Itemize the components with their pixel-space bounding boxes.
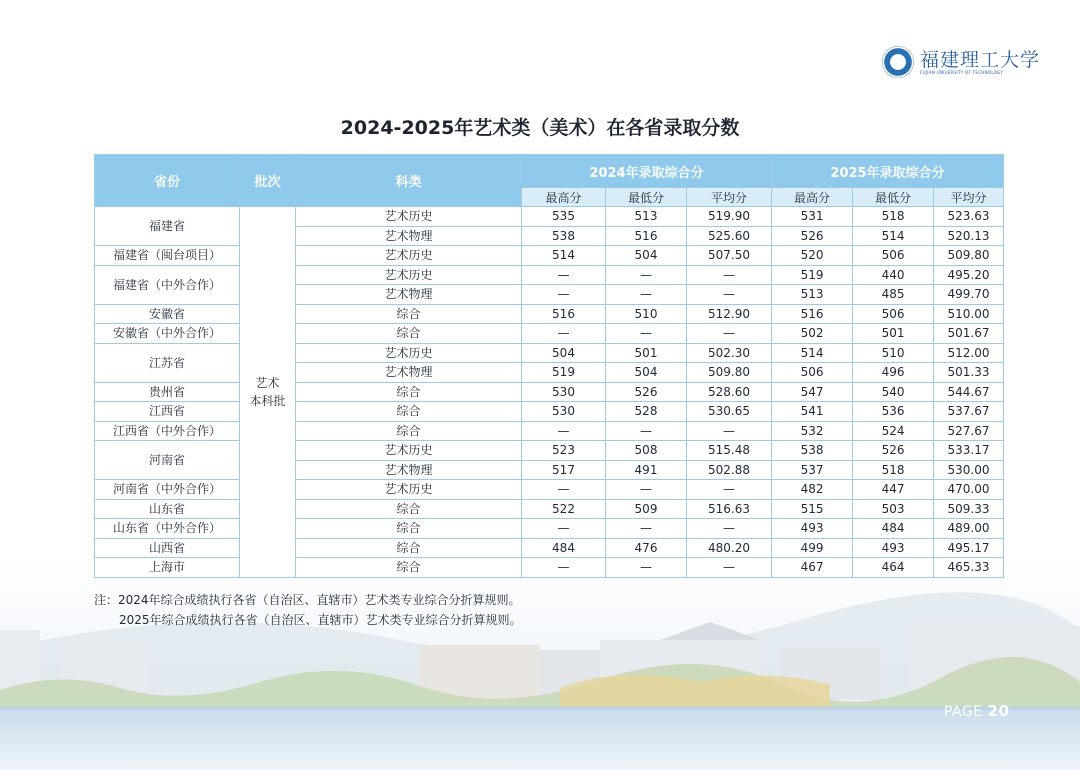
score-cell: 464 bbox=[853, 558, 934, 578]
page-title: 2024-2025年艺术类（美术）在各省录取分数 bbox=[340, 117, 740, 139]
score-cell: 516 bbox=[772, 304, 853, 324]
score-cell: 502.88 bbox=[687, 460, 772, 480]
score-cell: 484 bbox=[853, 519, 934, 539]
score-cell: 480.20 bbox=[687, 538, 772, 558]
score-cell: 506 bbox=[853, 304, 934, 324]
score-cell: 440 bbox=[853, 265, 934, 285]
footnotes bbox=[94, 591, 522, 630]
province-cell: 上海市 bbox=[95, 558, 240, 578]
score-cell: 513 bbox=[606, 207, 687, 227]
score-cell: 530.00 bbox=[934, 460, 1004, 480]
subject-cell: 综合 bbox=[296, 382, 522, 402]
score-cell: 518 bbox=[853, 460, 934, 480]
province-cell: 福建省（中外合作） bbox=[95, 265, 240, 304]
score-cell: 537 bbox=[772, 460, 853, 480]
header-province: 省份 bbox=[95, 155, 240, 207]
footnote-line: 2025年综合成绩执行各省（自治区、直辖市）艺术类专业综合分折算规则。 bbox=[119, 612, 522, 627]
score-cell: — bbox=[606, 285, 687, 305]
score-cell: 515 bbox=[772, 499, 853, 519]
university-name: 福建理工大学 bbox=[920, 48, 1041, 71]
province-cell: 安徽省（中外合作） bbox=[95, 324, 240, 344]
score-cell: 506 bbox=[772, 363, 853, 383]
university-emblem-icon bbox=[882, 46, 914, 78]
score-cell: 532 bbox=[772, 421, 853, 441]
score-cell: 519 bbox=[522, 363, 606, 383]
table-row bbox=[95, 558, 1004, 578]
province-cell: 河南省 bbox=[95, 441, 240, 480]
batch-line-1: 艺术 bbox=[255, 375, 280, 390]
score-cell: 501.33 bbox=[934, 363, 1004, 383]
score-cell: 495.17 bbox=[934, 538, 1004, 558]
score-cell: — bbox=[606, 480, 687, 500]
table-row bbox=[95, 343, 1004, 363]
score-cell: 517 bbox=[522, 460, 606, 480]
score-cell: 512.90 bbox=[687, 304, 772, 324]
score-cell: 465.33 bbox=[934, 558, 1004, 578]
subject-cell: 综合 bbox=[296, 324, 522, 344]
score-cell: 537.67 bbox=[934, 402, 1004, 422]
score-cell: 522 bbox=[522, 499, 606, 519]
subject-cell: 艺术物理 bbox=[296, 460, 522, 480]
table-row bbox=[95, 402, 1004, 422]
score-cell: — bbox=[687, 480, 772, 500]
score-cell: 528 bbox=[606, 402, 687, 422]
subheader-2025-min: 最低分 bbox=[853, 188, 934, 207]
score-cell: 501 bbox=[853, 324, 934, 344]
admission-scores-table bbox=[94, 154, 1004, 578]
province-cell: 山东省 bbox=[95, 499, 240, 519]
score-cell: 502 bbox=[772, 324, 853, 344]
header-batch: 批次 bbox=[240, 155, 296, 207]
score-cell: 509.80 bbox=[934, 246, 1004, 266]
province-cell: 江西省（中外合作） bbox=[95, 421, 240, 441]
score-cell: 526 bbox=[853, 441, 934, 461]
table-row bbox=[95, 480, 1004, 500]
subheader-2025-avg: 平均分 bbox=[934, 188, 1004, 207]
subject-cell: 综合 bbox=[296, 304, 522, 324]
score-cell: 503 bbox=[853, 499, 934, 519]
table-row bbox=[95, 207, 1004, 227]
score-cell: — bbox=[522, 558, 606, 578]
score-cell: 514 bbox=[522, 246, 606, 266]
score-cell: — bbox=[522, 519, 606, 539]
table-row bbox=[95, 382, 1004, 402]
score-cell: 538 bbox=[772, 441, 853, 461]
batch-cell bbox=[240, 207, 296, 578]
score-cell: 514 bbox=[853, 226, 934, 246]
scores-table-container bbox=[94, 154, 1003, 578]
score-cell: 516 bbox=[606, 226, 687, 246]
subject-cell: 综合 bbox=[296, 558, 522, 578]
score-cell: 531 bbox=[772, 207, 853, 227]
score-cell: 514 bbox=[772, 343, 853, 363]
score-cell: — bbox=[522, 421, 606, 441]
score-cell: — bbox=[606, 519, 687, 539]
score-cell: — bbox=[687, 558, 772, 578]
score-cell: 510 bbox=[606, 304, 687, 324]
province-cell: 安徽省 bbox=[95, 304, 240, 324]
subject-cell: 艺术历史 bbox=[296, 207, 522, 227]
table-row bbox=[95, 441, 1004, 461]
score-cell: 493 bbox=[772, 519, 853, 539]
score-cell: 526 bbox=[772, 226, 853, 246]
subject-cell: 综合 bbox=[296, 499, 522, 519]
score-cell: — bbox=[606, 324, 687, 344]
page-number-value: 20 bbox=[987, 702, 1010, 720]
score-cell: 499 bbox=[772, 538, 853, 558]
score-cell: 510.00 bbox=[934, 304, 1004, 324]
score-cell: 510 bbox=[853, 343, 934, 363]
subheader-2024-min: 最低分 bbox=[606, 188, 687, 207]
table-row bbox=[95, 304, 1004, 324]
score-cell: 504 bbox=[606, 246, 687, 266]
score-cell: 528.60 bbox=[687, 382, 772, 402]
score-cell: 520 bbox=[772, 246, 853, 266]
subject-cell: 艺术物理 bbox=[296, 226, 522, 246]
score-cell: 513 bbox=[772, 285, 853, 305]
score-cell: 516 bbox=[522, 304, 606, 324]
score-cell: 525.60 bbox=[687, 226, 772, 246]
score-cell: — bbox=[687, 265, 772, 285]
score-cell: 540 bbox=[853, 382, 934, 402]
score-cell: 485 bbox=[853, 285, 934, 305]
score-cell: 518 bbox=[853, 207, 934, 227]
province-cell: 江西省 bbox=[95, 402, 240, 422]
score-cell: 523.63 bbox=[934, 207, 1004, 227]
score-cell: 502.30 bbox=[687, 343, 772, 363]
score-cell: 538 bbox=[522, 226, 606, 246]
score-cell: 519 bbox=[772, 265, 853, 285]
score-cell: 499.70 bbox=[934, 285, 1004, 305]
score-cell: 467 bbox=[772, 558, 853, 578]
score-cell: 541 bbox=[772, 402, 853, 422]
subject-cell: 艺术历史 bbox=[296, 480, 522, 500]
score-cell: 527.67 bbox=[934, 421, 1004, 441]
score-cell: 504 bbox=[606, 363, 687, 383]
score-cell: — bbox=[687, 324, 772, 344]
subheader-2024-avg: 平均分 bbox=[687, 188, 772, 207]
score-cell: — bbox=[522, 480, 606, 500]
province-cell: 江苏省 bbox=[95, 343, 240, 382]
subject-cell: 艺术历史 bbox=[296, 441, 522, 461]
score-cell: 544.67 bbox=[934, 382, 1004, 402]
score-cell: 515.48 bbox=[687, 441, 772, 461]
province-cell: 福建省（闽台项目） bbox=[95, 246, 240, 266]
score-cell: 520.13 bbox=[934, 226, 1004, 246]
subject-cell: 综合 bbox=[296, 538, 522, 558]
university-english-name: FUJIAN UNIVERSITY OF TECHNOLOGY bbox=[920, 69, 1004, 75]
province-cell: 山东省（中外合作） bbox=[95, 519, 240, 539]
header-2024-score: 2024年录取综合分 bbox=[522, 155, 772, 188]
subject-cell: 艺术物理 bbox=[296, 363, 522, 383]
score-cell: 484 bbox=[522, 538, 606, 558]
score-cell: 496 bbox=[853, 363, 934, 383]
subject-cell: 综合 bbox=[296, 402, 522, 422]
score-cell: 530 bbox=[522, 402, 606, 422]
score-cell: — bbox=[687, 285, 772, 305]
score-cell: 509.33 bbox=[934, 499, 1004, 519]
table-row bbox=[95, 324, 1004, 344]
header-2025-score: 2025年录取综合分 bbox=[772, 155, 1004, 188]
score-cell: 547 bbox=[772, 382, 853, 402]
score-cell: 489.00 bbox=[934, 519, 1004, 539]
subject-cell: 艺术物理 bbox=[296, 285, 522, 305]
subheader-2025-max: 最高分 bbox=[772, 188, 853, 207]
score-cell: 482 bbox=[772, 480, 853, 500]
subject-cell: 艺术历史 bbox=[296, 246, 522, 266]
score-cell: 509 bbox=[606, 499, 687, 519]
university-logo bbox=[882, 46, 1040, 78]
score-cell: 506 bbox=[853, 246, 934, 266]
score-cell: 530 bbox=[522, 382, 606, 402]
subheader-2024-max: 最高分 bbox=[522, 188, 606, 207]
score-cell: — bbox=[606, 265, 687, 285]
table-row bbox=[95, 538, 1004, 558]
score-cell: 507.50 bbox=[687, 246, 772, 266]
score-cell: — bbox=[606, 558, 687, 578]
score-cell: 523 bbox=[522, 441, 606, 461]
province-cell: 福建省 bbox=[95, 207, 240, 246]
header-subject: 科类 bbox=[296, 155, 522, 207]
score-cell: — bbox=[522, 324, 606, 344]
score-cell: 512.00 bbox=[934, 343, 1004, 363]
score-cell: 501 bbox=[606, 343, 687, 363]
score-cell: 493 bbox=[853, 538, 934, 558]
page-number bbox=[944, 702, 1009, 720]
score-cell: 491 bbox=[606, 460, 687, 480]
score-cell: 476 bbox=[606, 538, 687, 558]
score-cell: 508 bbox=[606, 441, 687, 461]
score-cell: — bbox=[522, 285, 606, 305]
subject-cell: 艺术历史 bbox=[296, 265, 522, 285]
subject-cell: 艺术历史 bbox=[296, 343, 522, 363]
table-row bbox=[95, 499, 1004, 519]
score-cell: 526 bbox=[606, 382, 687, 402]
province-cell: 河南省（中外合作） bbox=[95, 480, 240, 500]
score-cell: 470.00 bbox=[934, 480, 1004, 500]
score-cell: 495.20 bbox=[934, 265, 1004, 285]
score-cell: 516.63 bbox=[687, 499, 772, 519]
score-cell: — bbox=[522, 265, 606, 285]
score-cell: 501.67 bbox=[934, 324, 1004, 344]
province-cell: 山西省 bbox=[95, 538, 240, 558]
score-cell: 530.65 bbox=[687, 402, 772, 422]
score-cell: — bbox=[687, 421, 772, 441]
score-cell: 533.17 bbox=[934, 441, 1004, 461]
score-cell: — bbox=[687, 519, 772, 539]
province-cell: 贵州省 bbox=[95, 382, 240, 402]
table-row bbox=[95, 246, 1004, 266]
score-cell: 524 bbox=[853, 421, 934, 441]
table-row bbox=[95, 265, 1004, 285]
score-cell: 519.90 bbox=[687, 207, 772, 227]
table-row bbox=[95, 421, 1004, 441]
score-cell: 509.80 bbox=[687, 363, 772, 383]
score-cell: 447 bbox=[853, 480, 934, 500]
subject-cell: 综合 bbox=[296, 421, 522, 441]
score-cell: — bbox=[606, 421, 687, 441]
score-cell: 535 bbox=[522, 207, 606, 227]
score-cell: 504 bbox=[522, 343, 606, 363]
footnote-line: 注：2024年综合成绩执行各省（自治区、直辖市）艺术类专业综合分折算规则。 bbox=[94, 593, 521, 607]
subject-cell: 综合 bbox=[296, 519, 522, 539]
page-label: PAGE bbox=[944, 704, 983, 720]
batch-line-2: 本科批 bbox=[249, 393, 286, 408]
table-row bbox=[95, 519, 1004, 539]
score-cell: 536 bbox=[853, 402, 934, 422]
